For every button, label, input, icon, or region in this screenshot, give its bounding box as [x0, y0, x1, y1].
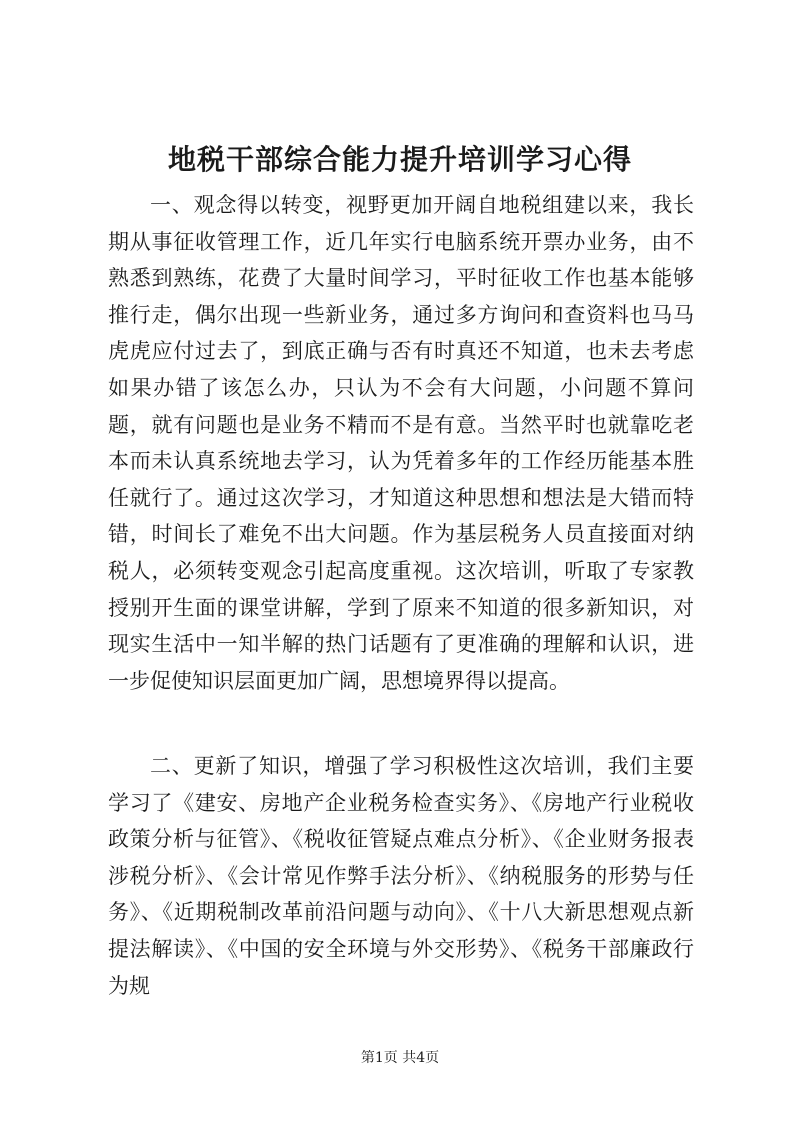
- paragraph-1: 一、观念得以转变，视野更加开阔自地税组建以来，我长期从事征收管理工作，近几年实行电脑系统开票办业务，由不熟悉到熟练，花费了大量时间学习，平时征收工作也基本能够推行走，偶尔出现一些新业务，通过多方询问和查资料也马马虎虎应付过去了，到底正确与否有时真还不知道，也未去考虑如果办错了该怎么办，只认为不会有大问题，小问题不算问题，就有问题也是业务不精而不是有意。当然平时也就靠吃老本而未认真系统地去学习，认为凭着多年的工作经历能基本胜任就行了。通过这次学习，才知道这种思想和想法是大错而特错，时间长了难免不出大问题。作为基层税务人员直接面对纳税人，必须转变观念引起高度重视。这次培训，听取了专家教授别开生面的课堂讲解，学到了原来不知道的很多新知识，对现实生活中一知半解的热门话题有了更准确的理解和认识，进一步促使知识层面更加广阔，思想境界得以提高。: [108, 193, 694, 693]
- paragraph-2: 二、更新了知识，增强了学习积极性这次培训，我们主要学习了《建安、房地产企业税务检查实务》、《房地产行业税收政策分析与征管》、《税收征管疑点难点分析》、《企业财务报表涉税分析》、《会计常见作弊手法分析》、《纳税服务的形势与任务》、《近期税制改革前沿问题与动向》、《十八大新思想观点新提法解读》、《中国的安全环境与外交形势》、《税务干部廉政行为规: [108, 754, 694, 998]
- page-footer: 第1页 共4页: [360, 1050, 440, 1066]
- document-title: 地税干部综合能力提升培训学习心得: [167, 143, 632, 176]
